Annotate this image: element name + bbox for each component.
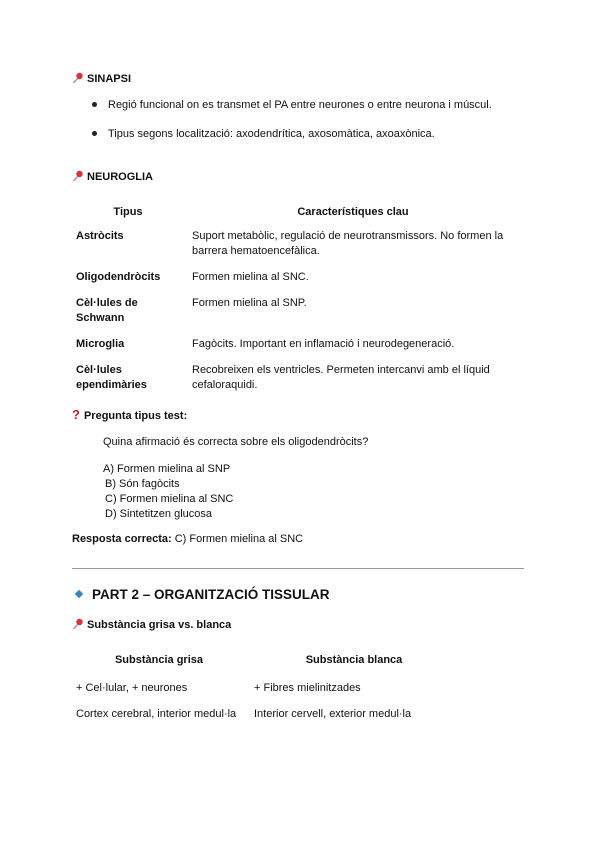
column-header: Característiques clau (297, 206, 409, 218)
subheading (72, 618, 231, 631)
neuroglia-title: NEUROGLIA (87, 171, 153, 183)
cell-type: Cèl·lules de Schwann (76, 297, 138, 324)
neuroglia-table (70, 200, 520, 401)
column-header: Substància blanca (305, 654, 403, 666)
table-cell: + Fibres mielinitzades (254, 682, 361, 694)
table-header-row (70, 648, 460, 676)
part2-title: PART 2 – ORGANITZACIÓ TISSULAR (92, 587, 330, 602)
answer-label: Resposta correcta: (72, 533, 172, 545)
list-item-text: Regió funcional on es transmet el PA entre neurones o entre neurona i múscul. (108, 99, 492, 111)
bullet-icon (92, 131, 97, 136)
quiz-title: Pregunta tipus test: (83, 410, 188, 422)
quiz-question: Quina afirmació és correcta sobre els oligodendròcits? (103, 436, 369, 448)
subheading-text: Substància grisa vs. blanca (87, 619, 232, 631)
part2-heading (76, 587, 330, 602)
table-row (70, 267, 520, 293)
column-header: Substància grisa (114, 654, 204, 666)
cell-description: Recobreixen els ventricles. Permeten intercanvi amb el líquid cefaloraquidi. (192, 364, 490, 391)
list-item (92, 128, 435, 140)
cell-description: Formen mielina al SNP. (192, 297, 307, 309)
cell-description: Formen mielina al SNC. (192, 271, 309, 283)
quiz-options (103, 462, 233, 522)
quiz-option: A) Formen mielina al SNP (103, 463, 231, 475)
cell-description: Suport metabòlic, regulació de neurotransmissors. No formen la barrera hematoencefàlica. (192, 230, 504, 257)
cell-type: Astròcits (76, 230, 124, 242)
bullet-icon (92, 102, 97, 107)
table-header-row (70, 200, 520, 226)
cell-description: Fagòcits. Important en inflamació i neurodegeneració. (192, 338, 455, 350)
table-row (70, 676, 460, 702)
question-mark-icon: ? (72, 407, 80, 422)
quiz-answer (72, 533, 303, 545)
quiz-option: D) Sintetitzen glucosa (105, 508, 212, 520)
list-item (92, 99, 492, 111)
sinapsi-heading (72, 72, 131, 85)
cell-type: Oligodendròcits (76, 271, 161, 283)
answer-value: C) Formen mielina al SNC (174, 533, 304, 545)
table-cell: + Cel·lular, + neurones (76, 682, 188, 694)
cell-type: Microglia (76, 338, 125, 350)
list-item-text: Tipus segons localització: axodendrítica, axosomàtica, axoaxònica. (108, 128, 435, 140)
blue-diamond-icon (75, 590, 83, 598)
matter-comparison-table (70, 648, 460, 728)
section-divider (72, 568, 524, 569)
neuroglia-heading (72, 170, 153, 183)
pushpin-icon (72, 170, 84, 182)
quiz-option: C) Formen mielina al SNC (105, 493, 234, 505)
quiz-heading (72, 407, 187, 422)
table-row (70, 334, 520, 360)
column-header: Tipus (113, 206, 143, 218)
pushpin-icon (72, 72, 84, 84)
table-row (70, 360, 520, 401)
table-row (70, 702, 460, 728)
cell-type: Cèl·lules ependimàries (76, 364, 147, 391)
table-row (70, 226, 520, 267)
quiz-option: B) Són fagòcits (105, 478, 180, 490)
sinapsi-title: SINAPSI (87, 73, 132, 85)
table-cell: Interior cervell, exterior medul·la (254, 708, 412, 720)
table-row (70, 293, 520, 334)
table-cell: Cortex cerebral, interior medul·la (76, 708, 237, 720)
pushpin-icon (72, 618, 84, 630)
